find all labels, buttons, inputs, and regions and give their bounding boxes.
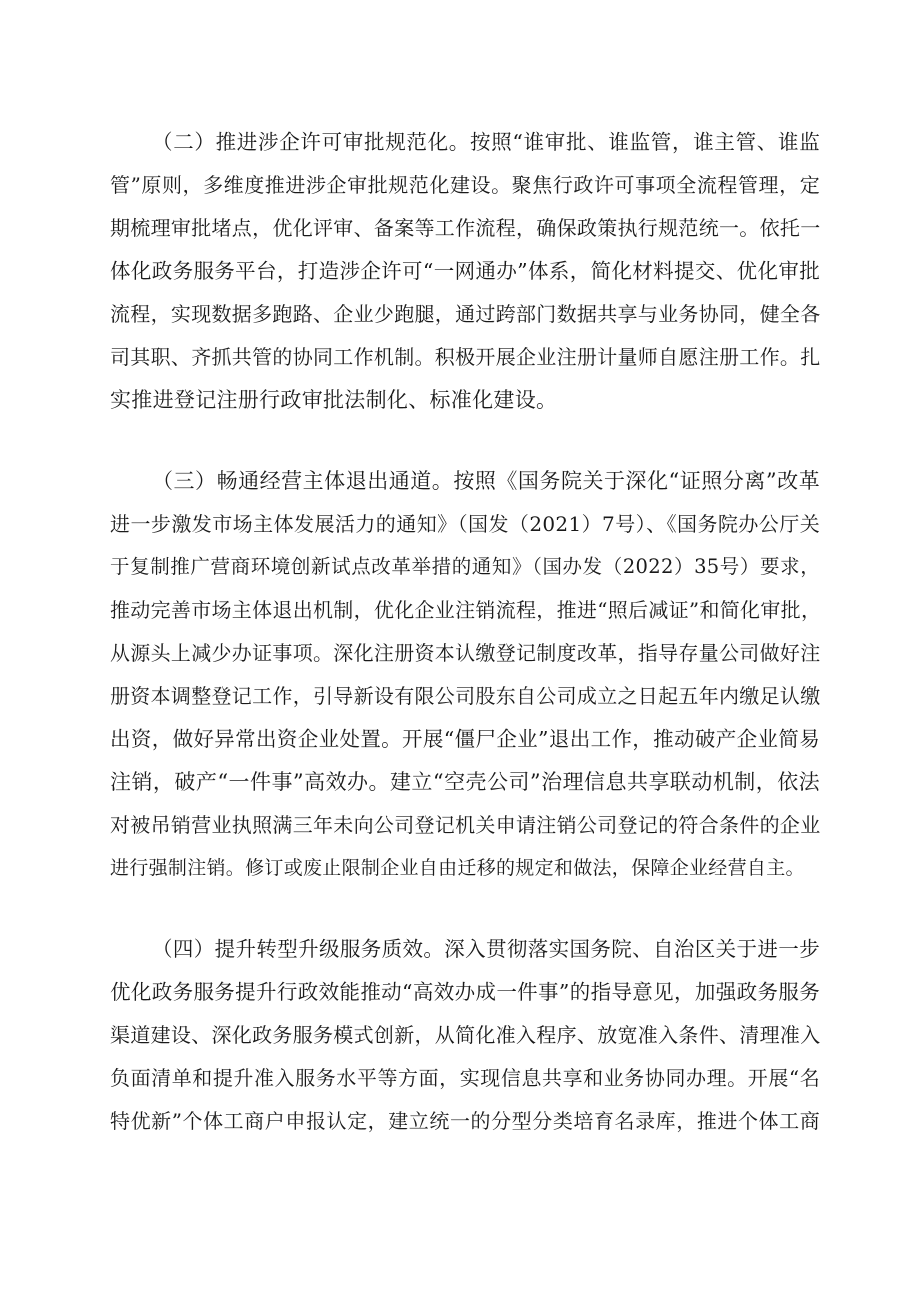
paragraph-4-line: （四）提升转型升级服务质效。深入贯彻落实国务院、自治区关于进一步 — [152, 937, 820, 961]
paragraph-3-line: 出资，做好异常出资企业处置。开展“僵尸企业”退出工作，推动破产企业简易 — [110, 727, 820, 751]
paragraph-2-line: 体化政务服务平台，打造涉企许可“一网通办”体系，简化材料提交、优化审批 — [110, 259, 820, 283]
paragraph-3-line: 推动完善市场主体退出机制，优化企业注销流程，推进“照后减证”和简化审批， — [110, 598, 822, 622]
paragraph-2-line: 司其职、齐抓共管的协同工作机制。积极开展企业注册计量师自愿注册工作。扎 — [110, 345, 821, 369]
paragraph-3-line: 对被吊销营业执照满三年未向公司登记机关申请注销公司登记的符合条件的企业 — [110, 813, 821, 837]
paragraph-3-line: 注销，破产“一件事”高效办。建立“空壳公司”治理信息共享联动机制，依法 — [110, 770, 820, 794]
paragraph-2-line: 流程，实现数据多跑路、企业少跑腿，通过跨部门数据共享与业务协同，健全各 — [110, 302, 821, 326]
paragraph-2-line: 管”原则，多维度推进涉企审批规范化建设。聚焦行政许可事项全流程管理，定 — [110, 173, 820, 197]
paragraph-3-line: 于复制推广营商环境创新试点改革举措的通知》（国办发（2022）35号）要求， — [110, 555, 820, 578]
paragraph-4-line: 优化政务服务提升行政效能推动“高效办成一件事”的指导意见，加强政务服务 — [110, 980, 820, 1004]
paragraph-3-line: 进一步激发市场主体发展活力的通知》（国发（2021）7号）、《国务院办公厅关 — [110, 512, 820, 536]
paragraph-2-line: 实推进登记注册行政审批法制化、标准化建设。 — [110, 388, 558, 412]
paragraph-3-line: （三）畅通经营主体退出通道。按照《国务院关于深化“证照分离”改革 — [152, 469, 820, 493]
paragraph-2-line: 期梳理审批堵点，优化评审、备案等工作流程，确保政策执行规范统一。依托一 — [110, 216, 821, 240]
paragraph-4-line: 渠道建设、深化政务服务模式创新，从简化准入程序、放宽准入条件、清理准入 — [110, 1023, 821, 1047]
paragraph-3-line: 从源头上减少办证事项。深化注册资本认缴登记制度改革，指导存量公司做好注 — [110, 641, 821, 665]
paragraph-3-line: 进行强制注销。修订或废止限制企业自由迁移的规定和做法，保障企业经营自主。 — [110, 857, 805, 879]
paragraph-4-line: 特优新”个体工商户申报认定，建立统一的分型分类培育名录库，推进个体工商 — [110, 1109, 820, 1133]
paragraph-4-line: 负面清单和提升准入服务水平等方面，实现信息共享和业务协同办理。开展“名 — [110, 1066, 820, 1090]
paragraph-2-line: （二）推进涉企许可审批规范化。按照“谁审批、谁监管，谁主管、谁监 — [152, 130, 820, 154]
paragraph-3-line: 册资本调整登记工作，引导新设有限公司股东自公司成立之日起五年内缴足认缴 — [110, 684, 821, 708]
